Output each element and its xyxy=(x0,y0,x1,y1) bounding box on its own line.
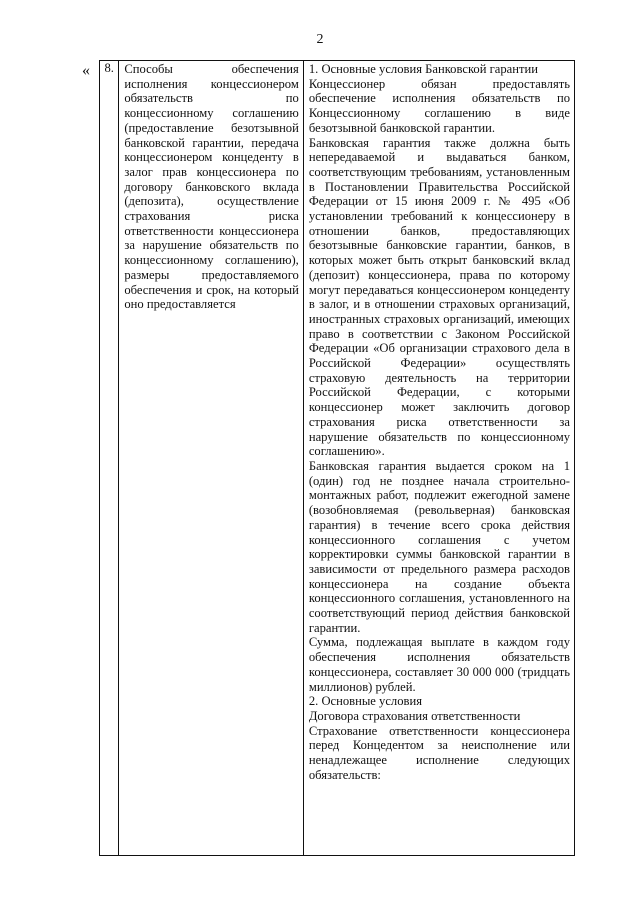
row-number: 8. xyxy=(104,61,114,75)
paragraph-insurance: Страхование ответственности концессионера перед Концедентом за неисполнение или ненадлежащее исполнение следующих обязательств: xyxy=(308,723,570,782)
section-subheading-insurance: Договора страхования ответственности xyxy=(308,708,521,723)
page-number: 2 xyxy=(316,32,324,47)
paragraph-obligation: Концессионер обязан предоставлять обеспечение исполнения обязательств по Концессионному соглашению в виде безотзывной банковской гарантии. xyxy=(308,76,570,135)
paragraph-guarantee-amount: Сумма, подлежащая выплате в каждом году обеспечения исполнения обязательств концессионера, составляет 30 000 000 (тридцать миллионов) рублей. xyxy=(308,635,570,694)
section-heading-bank-guarantee: 1. Основные условия Банковской гарантии xyxy=(308,62,538,76)
section-heading-insurance: 2. Основные условия xyxy=(308,694,422,709)
table-row xyxy=(100,61,575,856)
opening-quote-mark: « xyxy=(82,62,90,79)
row-number-cell xyxy=(100,61,119,856)
row-description-cell xyxy=(119,61,303,856)
row-content-cell xyxy=(303,61,574,856)
row-description: Способы обеспечения исполнения концессионером обязательств по концессионному соглашению (предоставление безотзывной банковской гарантии, передача концессионером концеденту в залог прав концессионера по договору банковского вклада (депозита), осуществление страхования риска ответственности концессионера за нарушение обязательств по концессионному соглашению), размеры предоставляемого обеспечения и срок, на который оно предоставляется xyxy=(124,62,299,312)
paragraph-bank-requirements: Банковская гарантия также должна быть непередаваемой и выдаваться банком, соответствующим требованиям, установленным в Постановлении Правительства Российской Федерации от 15 июня 2009 г. № 495 «Об установлении требований к концессионеру в отношении банков, предоставляющих безотзывные банковские гарантии, банков, в которых может быть открыт банковский вклад (депозит) концессионера, права по которому могут передаваться концессионером концеденту в залог, и в отношении страховых организаций, иностранных страховых организаций, имеющих право в соответствии с Законом Российской Федерации «Об организации страхового дела в Российской Федерации» осуществлять страховую деятельность на территории Российской Федерации, с которыми концессионер может заключить договор страхования риска ответственности за нарушение обязательств по концессионному соглашению». xyxy=(308,135,570,459)
paragraph-guarantee-term: Банковская гарантия выдается сроком на 1 (один) год не позднее начала строительно-монтажных работ, подлежит ежегодной замене (возобновляемая (револьверная) банковская гарантия) в течение всего срока действия концессионного соглашения с учетом корректировки суммы банковской гарантии в зависимости от предельного размера расходов концессионера на создание объекта концессионного соглашения, установленного на соответствующий период действия банковской гарантии. xyxy=(308,458,570,635)
conditions-table xyxy=(99,60,575,856)
